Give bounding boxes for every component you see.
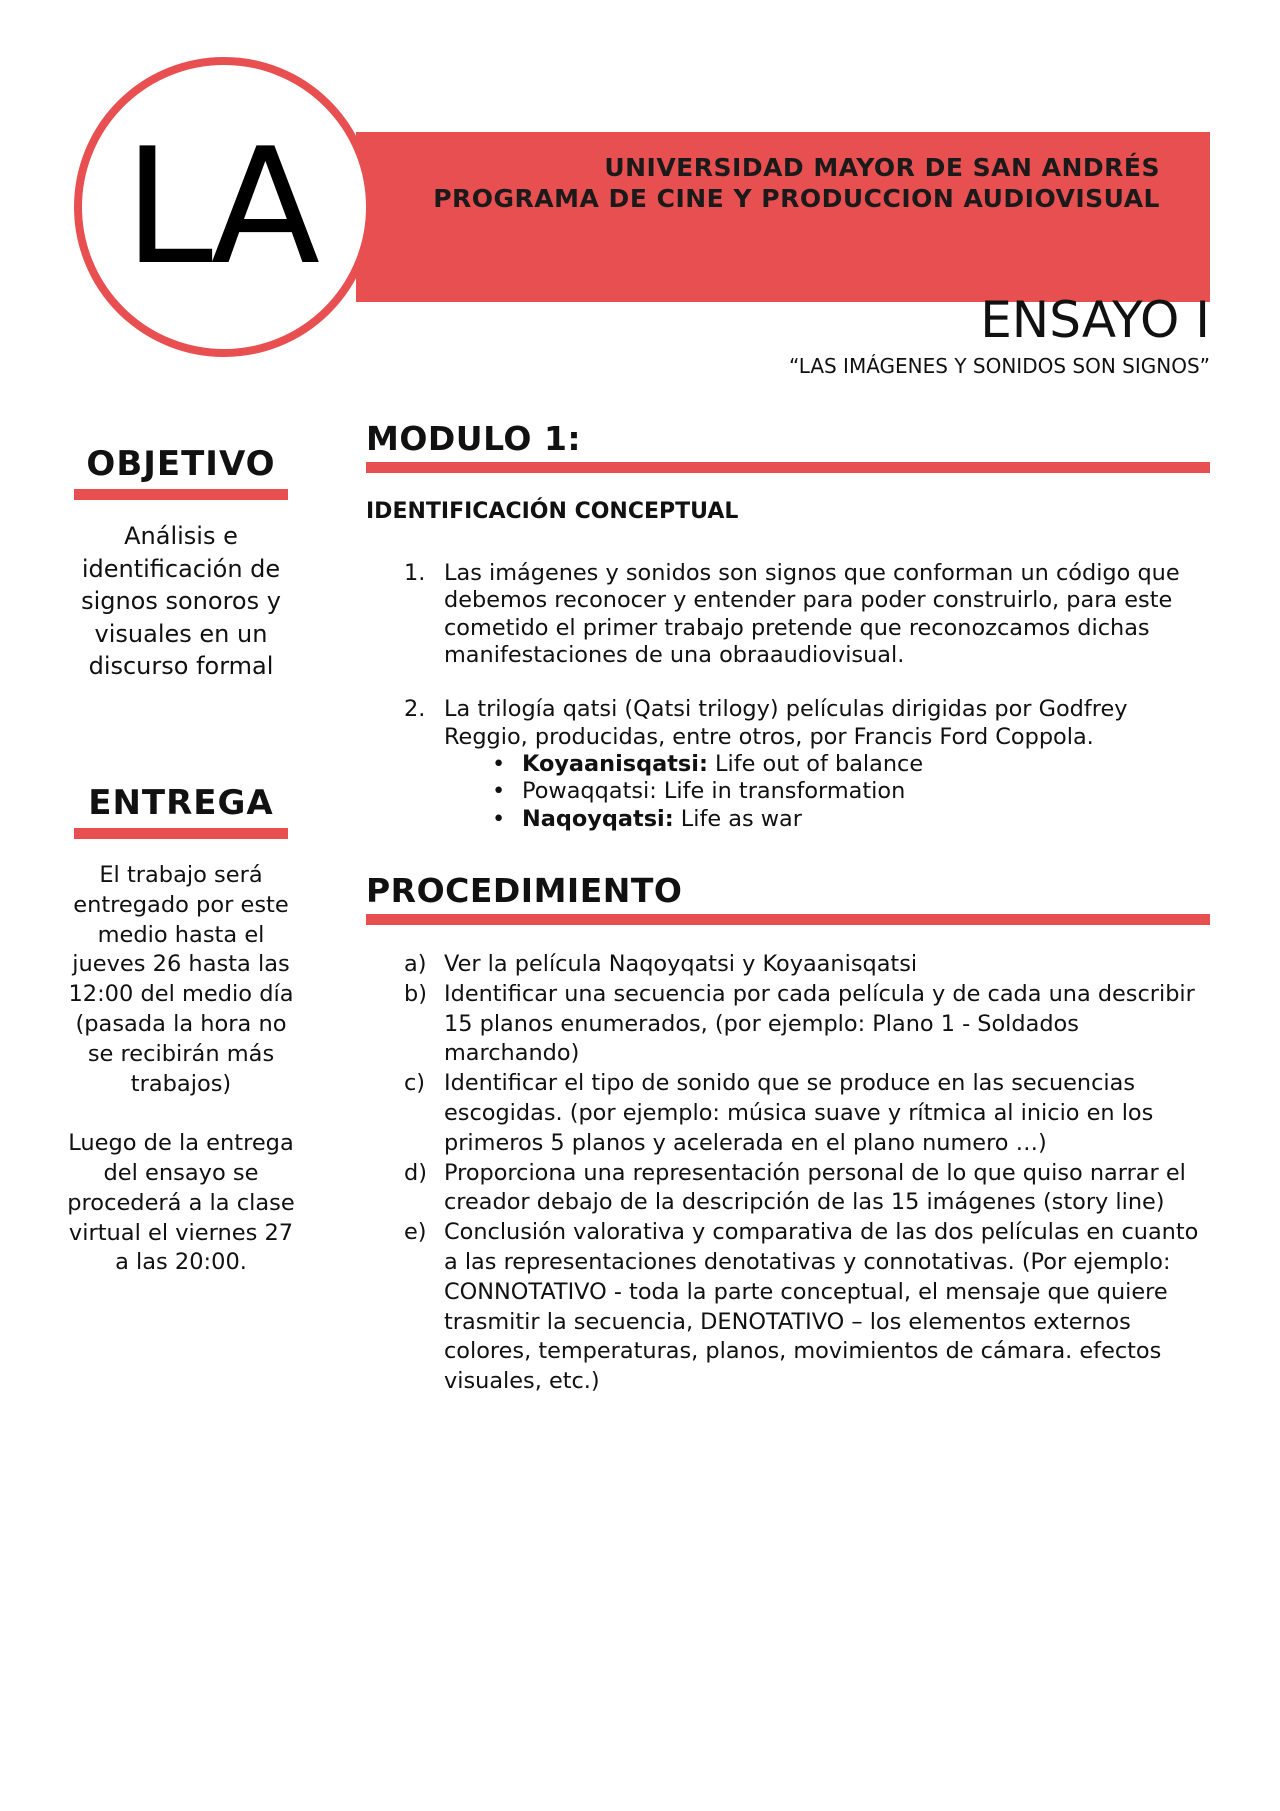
list-marker: a) <box>404 951 427 977</box>
procedimiento-heading: PROCEDIMIENTO <box>366 871 683 910</box>
document-subtitle: “LAS IMÁGENES Y SONIDOS SON SIGNOS” <box>788 354 1210 378</box>
film-item <box>366 806 1216 833</box>
film-name: Koyaanisqatsi: <box>522 751 708 778</box>
list-marker: d) <box>404 1159 427 1186</box>
list-marker: 2. <box>404 696 426 723</box>
list-marker: b) <box>404 980 427 1007</box>
concept-list <box>366 560 1216 833</box>
bullet-icon: • <box>492 778 506 805</box>
modulo-divider <box>366 462 1210 473</box>
list-item <box>366 1069 1216 1158</box>
institution-name: UNIVERSIDAD MAYOR DE SAN ANDRÉS <box>604 153 1160 182</box>
list-item <box>366 696 1216 751</box>
list-item <box>366 980 1216 1069</box>
list-item-text: Ver la película Naqoyqatsi y Koyaanisqatsi <box>444 951 918 977</box>
entrega-paragraph-2: Luego de la entrega del ensayo se procederá a la clase virtual el viernes 27 a las 20:00. <box>67 1130 295 1276</box>
bullet-icon: • <box>492 805 506 832</box>
modulo-heading: MODULO 1: <box>366 419 582 458</box>
film-name: Naqoyqatsi: <box>522 805 674 832</box>
list-item <box>366 560 1216 669</box>
header-banner <box>356 132 1210 302</box>
film-description: Life as war <box>673 805 802 832</box>
list-marker: c) <box>404 1070 426 1097</box>
entrega-heading: ENTREGA <box>88 783 274 823</box>
film-description: Life in transformation <box>656 778 906 805</box>
film-description: Life out of balance <box>707 751 924 778</box>
film-list <box>366 751 1216 833</box>
objetivo-divider <box>74 489 288 500</box>
procedimiento-divider <box>366 914 1210 925</box>
entrega-paragraph-1: El trabajo será entregado por este medio hasta el jueves 26 hasta las 12:00 del medio día (pasada la hora no se recibirán más trabajos) <box>68 862 294 1097</box>
document-title: ENSAYO I <box>980 291 1210 349</box>
film-name: Powaqqatsi: <box>522 778 657 805</box>
program-name: PROGRAMA DE CINE Y PRODUCCION AUDIOVISUAL <box>433 184 1160 213</box>
list-item-text: Proporciona una representación personal de lo que quiso narrar el creador debajo de la descripción de las 15 imágenes (story line) <box>444 1159 1186 1216</box>
list-item <box>366 950 1216 980</box>
entrega-divider <box>74 828 288 839</box>
list-item <box>366 1159 1216 1219</box>
list-marker: 1. <box>404 560 426 586</box>
film-item <box>366 751 1216 778</box>
objetivo-text: Análisis e identificación de signos sonoros y visuales en un discurso formal <box>81 522 281 680</box>
list-item-text: Identificar una secuencia por cada película y de cada una describir 15 planos enumerados, (por ejemplo: Plano 1 - Soldados marchando) <box>444 980 1195 1067</box>
bullet-icon: • <box>492 751 506 778</box>
logo-circle <box>74 57 374 357</box>
entrega-text <box>64 861 298 1278</box>
logo-initials: LA <box>123 113 315 300</box>
film-item <box>366 778 1216 805</box>
list-item-text: La trilogía qatsi (Qatsi trilogy) películas dirigidas por Godfrey Reggio, producidas, entre otros, por Francis Ford Coppola. <box>444 696 1128 750</box>
list-item-text: Conclusión valorativa y comparativa de las dos películas en cuanto a las representaciones denotativas y connotativas. (Por ejemplo: CONNOTATIVO - toda la parte conceptual, el mensaje que quiere trasmitir la secuencia, DENOTATIVO – los elementos externos colores, temperaturas, planos, movimientos de cámara. efectos visuales, etc.) <box>444 1219 1199 1395</box>
institution-block <box>376 152 1160 213</box>
list-item-text: Las imágenes y sonidos son signos que conforman un código que debemos reconocer y entender para poder construirlo, para este cometido el primer trabajo pretende que reconozcamos dichas manifestaciones de una obraaudiovisual. <box>444 560 1180 668</box>
list-item <box>366 1218 1216 1397</box>
objetivo-heading: OBJETIVO <box>86 444 276 484</box>
list-item-text: Identificar el tipo de sonido que se produce en las secuencias escogidas. (por ejemplo: música suave y rítmica al inicio en los primeros 5 planos y acelerada en el plano numero …) <box>444 1070 1154 1156</box>
modulo-subheading: IDENTIFICACIÓN CONCEPTUAL <box>366 499 739 524</box>
list-marker: e) <box>404 1219 427 1246</box>
procedure-list <box>366 950 1216 1397</box>
